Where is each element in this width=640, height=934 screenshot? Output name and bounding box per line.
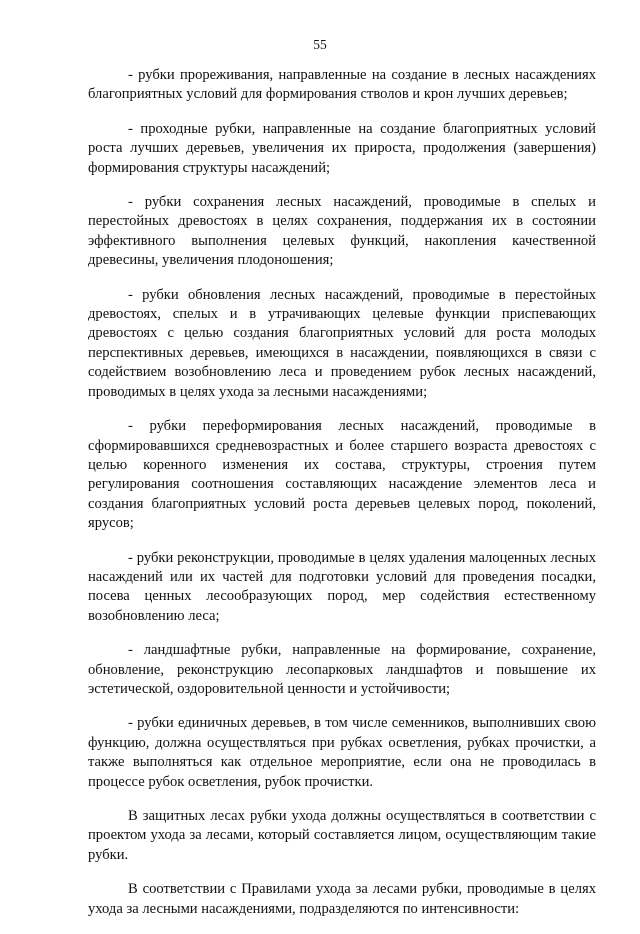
paragraph-landscape-cuts: - ландшафтные рубки, направленные на формирование, сохранение, обновление, реконструкцию лесопарковых ландшафтов и повышение их эстетической, оздоровительной ценности и устойчивости; — [88, 642, 596, 697]
paragraph-thinning-cuts: - рубки прореживания, направленные на создание в лесных насаждениях благоприятных условий для формирования стволов и крон лучших деревьев; — [88, 67, 596, 103]
paragraph-preservation-cuts: - рубки сохранения лесных насаждений, проводимые в спелых и перестойных древостоях в целях сохранения, поддержания их в состоянии эффективного выполнения целевых функций, накопления качественной древесины, увеличения плодоношения; — [88, 194, 596, 269]
paragraph-intensity-classification: В соответствии с Правилами ухода за лесами рубки, проводимые в целях ухода за лесными насаждениями, подразделяются по интенсивности: — [88, 881, 596, 917]
document-body — [88, 66, 596, 934]
paragraph-reconstruction-cuts: - рубки реконструкции, проводимые в целях удаления малоценных лесных насаждений или их частей для подготовки условий для проведения посадки, посева ценных лесообразующих пород, мер содействия естественному возобновлению леса; — [88, 549, 596, 624]
paragraph-protective-forests: В защитных лесах рубки ухода должны осуществляться в соответствии с проектом ухода за лесами, который составляется лицом, осуществляющим такие рубки. — [88, 808, 596, 863]
paragraph-passage-cuts: - проходные рубки, направленные на создание благоприятных условий роста лучших деревьев, увеличения их прироста, продолжения (завершения) формирования структуры насаждений; — [88, 120, 596, 176]
paragraph-renewal-cuts: - рубки обновления лесных насаждений, проводимые в перестойных древостоях, спелых и в утрачивающих целевые функции приспевающих древостоях с целью создания благоприятных условий для роста молодых перспективных деревьев, имеющихся в насаждении, появляющихся в связи с содействием возобновлению леса и проведением рубок лесных насаждений, проводимых в целях ухода за лесными насаждениями; — [88, 286, 596, 400]
page-number: 55 — [313, 37, 327, 52]
paragraph-single-tree-cuts: - рубки единичных деревьев, в том числе семенников, выполнивших свою функцию, должна осуществляться при рубках осветления, рубках прочистки, а также выполняться как отдельное мероприятие, если она не проводилась в процессе рубок осветления, рубок прочистки. — [88, 715, 596, 790]
paragraph-reformation-cuts: - рубки переформирования лесных насаждений, проводимые в сформировавшихся средневозрастных и более старшего возраста древостоях с целью коренного изменения их состава, структуры, строения путем регулирования соотношения составляющих насаждение элементов леса и создания благоприятных условий роста деревьев целевых пород, поколений, ярусов; — [88, 418, 596, 532]
